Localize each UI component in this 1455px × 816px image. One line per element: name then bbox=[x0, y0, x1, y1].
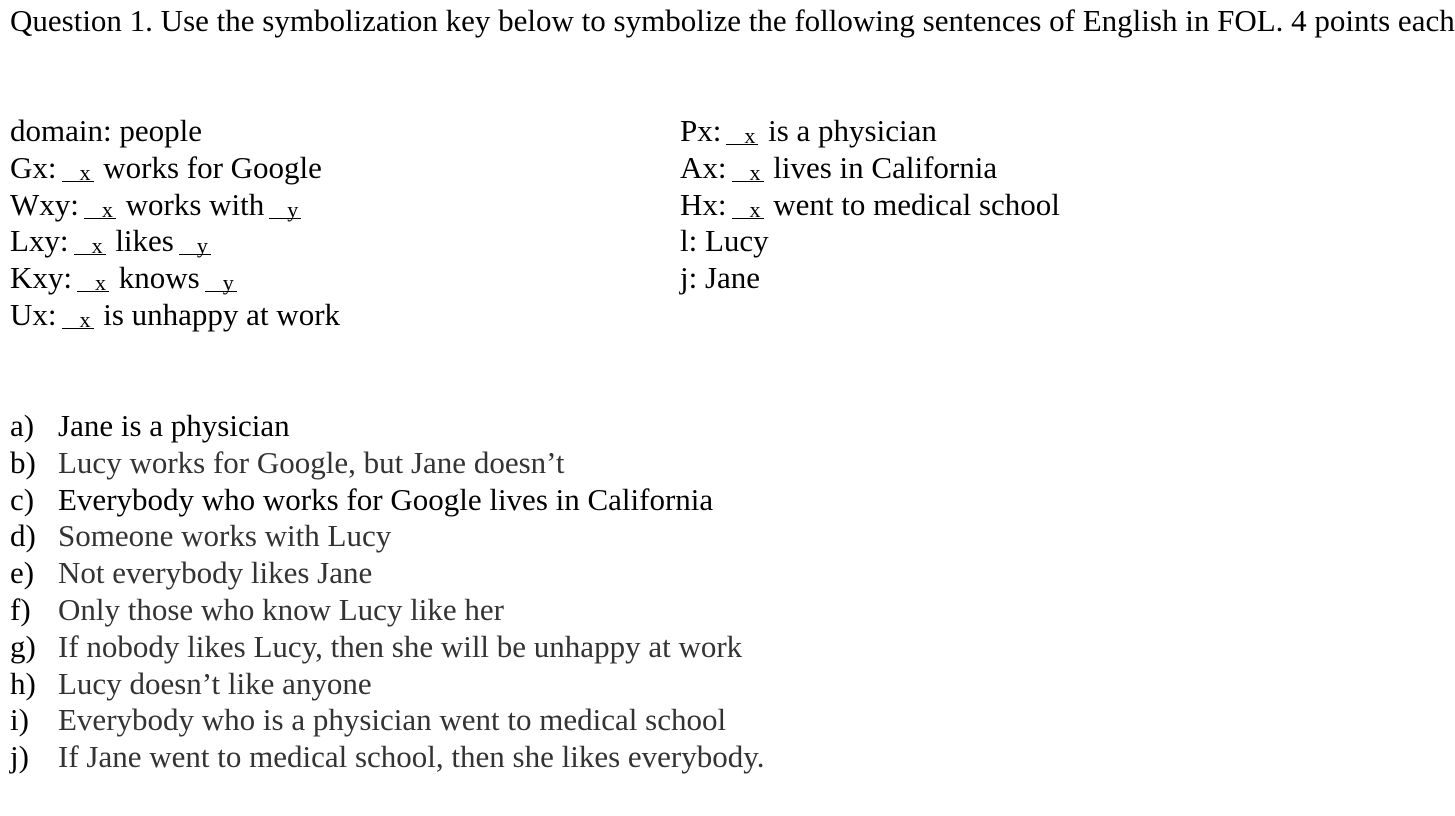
item-letter: a) bbox=[10, 408, 35, 443]
item-text: Lucy doesn’t like anyone bbox=[58, 665, 372, 701]
variable-subscript: x bbox=[95, 270, 106, 296]
variable-subscript: x bbox=[749, 196, 761, 222]
variable-subscript: x bbox=[79, 306, 91, 332]
item-text: Not everybody likes Jane bbox=[58, 555, 373, 591]
blank-slot bbox=[726, 113, 758, 148]
predicate-meaning: knows bbox=[118, 260, 200, 296]
predicate-meaning: is unhappy at work bbox=[103, 296, 341, 332]
item-text: Only those who know Lucy like her bbox=[58, 591, 504, 627]
blank-slot bbox=[62, 297, 94, 332]
list-item bbox=[10, 408, 764, 445]
variable-subscript: x bbox=[749, 159, 761, 185]
predicate-meaning: likes bbox=[115, 223, 174, 259]
item-text: If Jane went to medical school, then she likes everybody. bbox=[58, 739, 765, 775]
variable-subscript: x bbox=[744, 123, 756, 148]
predicate-label: Hx: bbox=[680, 186, 727, 222]
constant-lucy: l: Lucy bbox=[680, 223, 769, 259]
predicate-label: Ux: bbox=[10, 296, 57, 332]
item-letter: g) bbox=[10, 628, 36, 664]
predicate-Px bbox=[680, 113, 1060, 150]
symbolization-key-right bbox=[680, 113, 1060, 297]
list-item bbox=[10, 702, 764, 739]
variable-subscript: y bbox=[287, 196, 299, 222]
predicate-Lxy bbox=[10, 223, 340, 260]
item-letter: j) bbox=[10, 739, 29, 775]
predicate-Ax bbox=[680, 150, 1060, 187]
blank-slot bbox=[74, 223, 106, 259]
predicate-label: Ax: bbox=[680, 149, 727, 185]
blank-slot bbox=[62, 150, 94, 185]
predicate-meaning: went to medical school bbox=[773, 186, 1060, 222]
predicate-Gx bbox=[10, 150, 340, 187]
list-item bbox=[10, 739, 764, 776]
item-text: Someone works with Lucy bbox=[58, 518, 392, 554]
blank-slot bbox=[732, 187, 764, 222]
item-text: If nobody likes Lucy, then she will be unhappy at work bbox=[58, 628, 743, 664]
predicate-label: Lxy: bbox=[10, 223, 69, 259]
predicate-label: Kxy: bbox=[10, 260, 72, 296]
predicate-meaning: works for Google bbox=[103, 149, 322, 185]
item-letter: i) bbox=[10, 702, 29, 738]
list-item bbox=[10, 482, 764, 519]
predicate-label: Wxy: bbox=[10, 186, 79, 222]
list-item bbox=[10, 445, 764, 482]
list-item bbox=[10, 666, 764, 703]
predicate-Kxy bbox=[10, 260, 340, 297]
variable-subscript: x bbox=[79, 159, 91, 185]
item-text: Everybody who works for Google lives in California bbox=[58, 481, 714, 517]
item-letter: c) bbox=[10, 481, 35, 517]
domain-line: domain: people bbox=[10, 113, 202, 148]
predicate-Wxy bbox=[10, 187, 340, 224]
variable-subscript: y bbox=[222, 270, 234, 296]
list-item bbox=[10, 629, 764, 666]
predicate-label: Px: bbox=[680, 113, 722, 148]
item-text: Everybody who is a physician went to medical school bbox=[58, 702, 727, 738]
item-letter: b) bbox=[10, 444, 36, 480]
blank-slot bbox=[732, 150, 764, 185]
item-letter: d) bbox=[10, 518, 36, 554]
constant-jane: j: Jane bbox=[680, 260, 761, 296]
predicate-label: Gx: bbox=[10, 149, 57, 185]
predicate-meaning: lives in California bbox=[773, 149, 998, 185]
predicate-meaning: is a physician bbox=[768, 113, 937, 148]
item-letter: h) bbox=[10, 665, 36, 701]
blank-slot bbox=[205, 260, 237, 296]
blank-slot bbox=[179, 223, 211, 259]
blank-slot bbox=[77, 260, 109, 296]
question-heading: Question 1. Use the symbolization key below to symbolize the following sentences of English in FOL. 4 points each bbox=[10, 3, 1455, 38]
item-letter: f) bbox=[10, 591, 31, 627]
blank-slot bbox=[84, 187, 116, 222]
sentence-list bbox=[10, 408, 764, 776]
symbolization-key-left bbox=[10, 113, 340, 334]
item-text: Jane is a physician bbox=[58, 408, 290, 443]
blank-slot bbox=[269, 187, 301, 222]
variable-subscript: x bbox=[91, 233, 103, 259]
list-item bbox=[10, 555, 764, 592]
variable-subscript: y bbox=[196, 233, 208, 259]
variable-subscript: x bbox=[101, 196, 113, 222]
list-item bbox=[10, 592, 764, 629]
item-letter: e) bbox=[10, 555, 35, 591]
predicate-Ux bbox=[10, 297, 340, 334]
list-item bbox=[10, 518, 764, 555]
predicate-Hx bbox=[680, 187, 1060, 224]
predicate-meaning: works with bbox=[125, 186, 265, 222]
item-text: Lucy works for Google, but Jane doesn’t bbox=[58, 444, 565, 480]
